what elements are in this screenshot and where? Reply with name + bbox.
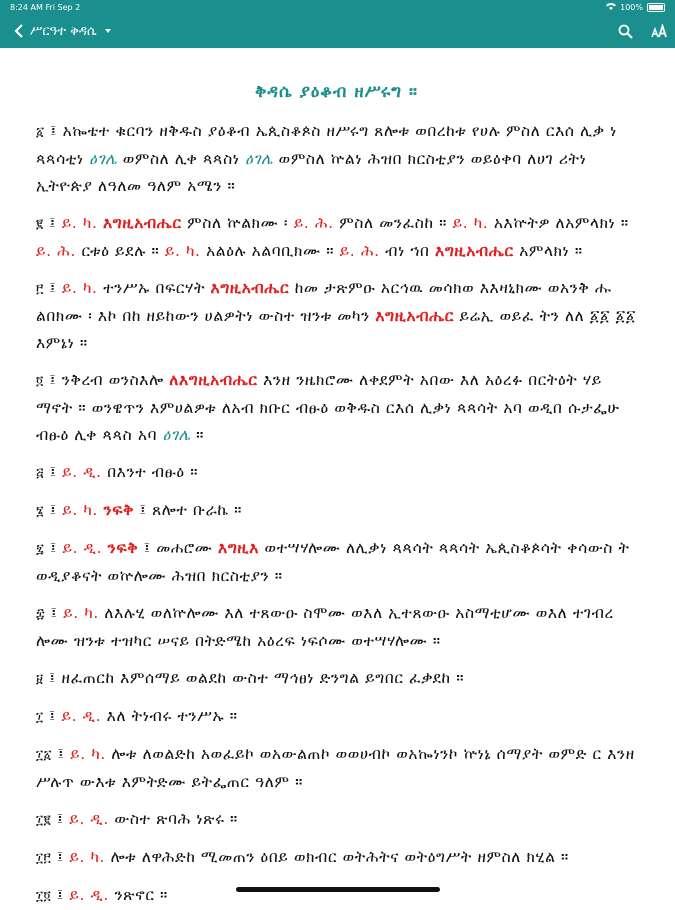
text: ተንሥኡ በፍርሃት xyxy=(97,279,211,297)
caret-down-icon[interactable] xyxy=(103,27,113,35)
page-title: ቅዳሴ ያዕቆብ ዘሥሩግ ። xyxy=(255,82,418,102)
text: ፤ xyxy=(44,501,63,519)
speaker-label: ይ. ካ. xyxy=(61,214,98,232)
text: ፤ xyxy=(44,539,63,557)
speaker-label: ይ. ካ. xyxy=(452,214,489,232)
paragraph-number: ፲፩ xyxy=(36,748,53,763)
divine-name: እግዚአብሔር xyxy=(210,279,290,297)
name-placeholder: ዕገሌ xyxy=(245,150,274,168)
paragraph-number: ፲፫ xyxy=(36,851,52,866)
battery-icon xyxy=(647,3,665,12)
text: አልዕሉ አልባቢክሙ ። xyxy=(200,242,340,260)
paragraph-5 xyxy=(36,459,637,487)
status-date: Fri Sep 2 xyxy=(45,2,81,12)
text: ። xyxy=(190,426,205,444)
text: አእኵትዎ ለአምላክነ ። xyxy=(488,214,629,232)
paragraph-10 xyxy=(36,703,637,731)
text: ከመ ታጽምዑ አርኅዉ መሳክወ እእዛኒክሙ ወአንቅ ሑ ልበክሙ ፡ እኮ በከ ዘይከውን ሀልዎትነ ውስተ ዝንቱ መካን xyxy=(36,279,612,325)
text: ርቱዕ ይደሉ ። xyxy=(76,242,165,260)
paragraph-number: ፯ xyxy=(36,542,45,557)
speaker-role: ንፍቅ xyxy=(107,539,139,557)
font-size-icon[interactable] xyxy=(651,24,667,38)
name-placeholder: ዕገሌ xyxy=(89,150,118,168)
paragraph-number: ፲፪ xyxy=(36,813,52,828)
speaker-label: ይ. ሕ. xyxy=(339,242,380,260)
text: ፤ ዘፈጠርከ እምሰማይ ወልደከ ውስተ ማኅፀነ ድንግል ይግበር ፈቃደከ ። xyxy=(43,669,465,687)
text: እንዘ ንዜክሮሙ ለቀደምት አበው እለ አዕረፉ በርትዕት ሃይ ማኖት ። ወንዌጥን እምሀልዎቱ ለአብ ክቡር ብፁዕ ወቅዱስ ርእሰ ሊቃነ ጳጳሳት አባ ወዲበ ሱታፌሁ ብፁዕ ሊቀ ጳጳስ አባ xyxy=(36,371,620,444)
speaker-label: ይ. ካ. xyxy=(164,242,201,260)
paragraph-6 xyxy=(36,497,637,525)
text: ፤ xyxy=(43,214,62,232)
text: ወምስለ ኵልነ ሕዝበ ክርስቲያን ወይዕቀባ ለሀገ ሪትነ ኢትዮጵያ ለዓለመ ዓለም አሜን ። xyxy=(36,150,587,195)
text: ሎቱ ለዋሕድከ ሚመጠን ዕበይ ወክብር ወትሕትና ወትዕግሥት ዘምስለ ክሂል ። xyxy=(105,848,569,866)
speaker-label: ይ. ካ. xyxy=(70,745,106,763)
status-bar xyxy=(0,0,675,14)
speaker-label: ይ. ዲ. xyxy=(62,539,103,557)
text: ፤ xyxy=(43,707,62,725)
paragraph-number: ፩ xyxy=(36,125,45,140)
speaker-label: ይ. ዲ. xyxy=(69,886,109,904)
text: ምስለ መንፈስከ ። xyxy=(333,214,453,232)
text: ፤ xyxy=(51,848,70,866)
speaker-label: ይ. ዲ. xyxy=(62,463,102,481)
text: ምስለ ኵልክሙ ፡ xyxy=(181,214,294,232)
paragraph-1 xyxy=(36,118,637,200)
paragraph-number: ፰ xyxy=(36,607,46,622)
reading-content xyxy=(0,48,675,910)
text: ይሬኢ ወይፈ ትን ለለ ፩፩ ፩፩ እምኔነ ። xyxy=(36,307,636,352)
paragraph-8 xyxy=(36,600,637,655)
battery-percent: 100% xyxy=(620,2,643,12)
text: እለ ትነብሩ ተንሥኡ ። xyxy=(101,707,238,725)
speaker-role: ንፍቅ xyxy=(103,501,135,519)
paragraph-number: ፪ xyxy=(36,217,44,232)
text: ፤ xyxy=(51,810,70,828)
text: ፤ ጸሎተ ቡራኬ ። xyxy=(134,501,242,519)
paragraph-number: ፲፬ xyxy=(36,889,52,904)
divine-name: ለእግዚአብሔር xyxy=(169,371,258,389)
text: ፤ አኰቴተ ቁርባን ዘቅዱስ ያዕቆብ ኤጲስቆጶስ ዘሥሩግ ጸሎቱ ወበረከቱ የሀሉ ምስለ ርእሰ ሊቃ ነ ጳጳሳቲነ xyxy=(36,122,617,168)
status-time: 8:24 AM xyxy=(10,2,43,12)
text: ፤ xyxy=(45,604,64,622)
speaker-label: ይ. ዲ. xyxy=(69,810,109,828)
text: ለእሉሂ ወለኵሎሙ እለ ተጸውዑ ስሞሙ ወእለ ኢተጸውዑ አስማቲሆሙ ወእለ ተገብረ ሎሙ ዝንቱ ተዝካር ሠናይ በትድሜከ አዕረፍ ነፍሶሙ ወተሣሃሎሙ ። xyxy=(36,604,614,650)
text: ፤ xyxy=(43,279,62,297)
divine-name: እግዚአብሔር xyxy=(375,307,454,325)
text: ፤ ንቅረብ ወንስእሎ xyxy=(43,371,170,389)
paragraph-number: ፬ xyxy=(36,374,44,389)
paragraph-number: ፮ xyxy=(36,504,45,519)
divine-name: እግዚእ xyxy=(218,539,260,557)
speaker-label: ይ. ካ. xyxy=(62,501,98,519)
name-placeholder: ዕገሌ xyxy=(162,426,191,444)
paragraph-12 xyxy=(36,806,637,834)
speaker-label: ይ. ካ. xyxy=(69,848,106,866)
text: ፤ xyxy=(52,745,71,763)
speaker-label: ይ. ካ. xyxy=(61,279,98,297)
text: ሎቱ ለወልድከ አወፈይኮ ወአውልጠኮ ወወሀብኮ ወአኰነንኮ ኵነኔ ሰማያት ወምድ ር እንዘ ሥሉጥ ውእቱ እምትድሙ ይትፌጠር ዓለም ። xyxy=(36,745,635,791)
wifi-icon xyxy=(606,2,616,12)
paragraph-9 xyxy=(36,665,637,693)
paragraph-number: ፭ xyxy=(36,466,45,481)
text: ንጽኖር ። xyxy=(108,886,168,904)
text: ፤ xyxy=(44,463,63,481)
text: ወተሣሃሎሙ ለሊቃነ ጳጳሳት ጳጳሳት ኤጲስቆጶሳት ቀሳውስ ት ወዲያቆናት ወኵሎሙ ሕዝበ ክርስቲያን ። xyxy=(36,539,630,585)
text: ፤ xyxy=(51,886,70,904)
speaker-label: ይ. ዲ. xyxy=(61,707,102,725)
speaker-label: ይ. ሕ. xyxy=(36,242,76,260)
nav-title: ሥርዓተ ቅዳሴ xyxy=(30,23,97,39)
divine-name: እግዚአብሔር xyxy=(103,214,182,232)
paragraph-number: ፫ xyxy=(36,282,44,297)
text: አምላክነ ። xyxy=(513,242,583,260)
text: ፤ መሐሮሙ xyxy=(138,539,219,557)
paragraph-4 xyxy=(36,367,637,449)
text: በእንተ ብፁዕ ። xyxy=(101,463,199,481)
paragraph-11 xyxy=(36,741,637,796)
home-indicator[interactable] xyxy=(236,887,440,892)
paragraph-2 xyxy=(36,210,637,265)
paragraph-13 xyxy=(36,844,637,872)
back-button[interactable] xyxy=(14,24,113,39)
divine-name: እግዚአብሔር xyxy=(435,242,514,260)
paragraph-3 xyxy=(36,275,637,357)
paragraph-7 xyxy=(36,535,637,590)
nav-bar xyxy=(0,14,675,48)
paragraph-number: ፲ xyxy=(36,710,44,725)
search-icon[interactable] xyxy=(618,24,633,39)
chevron-left-icon xyxy=(14,24,24,38)
text: ወምስለ ሊቀ ጳጳስነ xyxy=(117,150,246,168)
text: ውስተ ጽባሕ ነጽሩ ። xyxy=(108,810,238,828)
paragraph-number: ፱ xyxy=(36,672,44,687)
text: ብነ ኀበ xyxy=(379,242,436,260)
speaker-label: ይ. ካ. xyxy=(63,604,99,622)
speaker-label: ይ. ሕ. xyxy=(293,214,334,232)
